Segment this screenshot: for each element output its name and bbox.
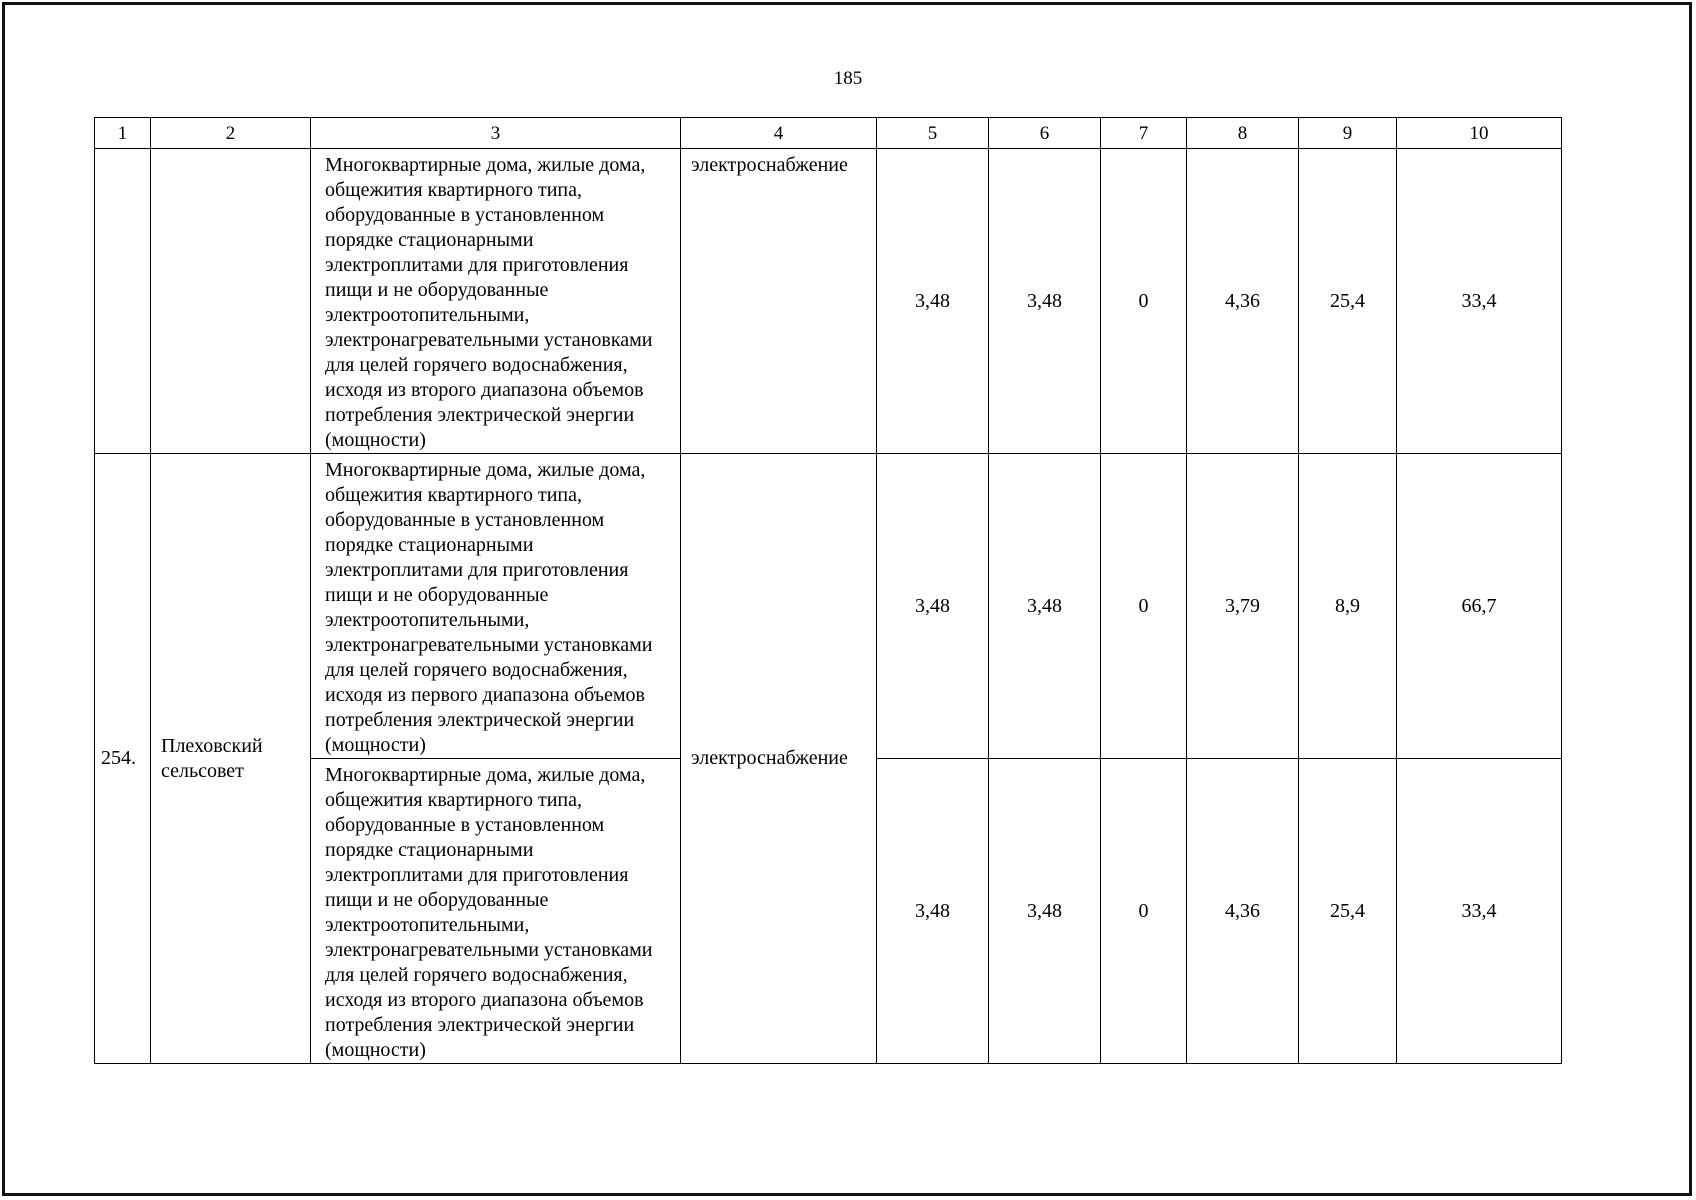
column-header: 5 (877, 118, 989, 149)
column-header: 10 (1397, 118, 1562, 149)
value-cell: 0 (1101, 759, 1187, 1064)
table-row (95, 149, 1562, 454)
column-header: 4 (681, 118, 877, 149)
value-cell: 0 (1101, 149, 1187, 454)
column-header: 3 (311, 118, 681, 149)
category-description: Многоквартирные дома, жилые дома, общежития квартирного типа, оборудованные в установленном порядке стационарными электроплитами для приготовления пищи и не оборудованные электроотопительными, электронагревательными установками для целей горячего водоснабжения, исходя из первого диапазона объемов потребления электрической энергии (мощности) (311, 454, 681, 759)
row-number-cell (95, 149, 151, 454)
value-cell: 8,9 (1299, 454, 1397, 759)
value-cell: 3,48 (877, 759, 989, 1064)
value-cell: 3,48 (989, 759, 1101, 1064)
service-type: электроснабжение (681, 454, 877, 1064)
column-header: 2 (151, 118, 311, 149)
value-cell: 3,48 (989, 149, 1101, 454)
value-cell: 0 (1101, 454, 1187, 759)
value-cell: 3,79 (1187, 454, 1299, 759)
category-description: Многоквартирные дома, жилые дома, общежития квартирного типа, оборудованные в установленном порядке стационарными электроплитами для приготовления пищи и не оборудованные электроотопительными, электронагревательными установками для целей горячего водоснабжения, исходя из второго диапазона объемов потребления электрической энергии (мощности) (311, 149, 681, 454)
service-type: электроснабжение (681, 149, 877, 454)
page-number: 185 (833, 68, 863, 89)
value-cell: 3,48 (989, 454, 1101, 759)
value-cell: 33,4 (1397, 149, 1562, 454)
table-row (95, 454, 1562, 759)
column-header: 7 (1101, 118, 1187, 149)
value-cell: 33,4 (1397, 759, 1562, 1064)
value-cell: 25,4 (1299, 759, 1397, 1064)
settlement-cell (151, 149, 311, 454)
value-cell: 4,36 (1187, 759, 1299, 1064)
value-cell: 66,7 (1397, 454, 1562, 759)
settlement-name: Плеховский сельсовет (151, 454, 311, 1064)
category-description: Многоквартирные дома, жилые дома, общежития квартирного типа, оборудованные в установленном порядке стационарными электроплитами для приготовления пищи и не оборудованные электроотопительными, электронагревательными установками для целей горячего водоснабжения, исходя из второго диапазона объемов потребления электрической энергии (мощности) (311, 759, 681, 1064)
header-row (95, 118, 1562, 149)
value-cell: 4,36 (1187, 149, 1299, 454)
row-number: 254. (95, 454, 151, 1064)
column-header: 8 (1187, 118, 1299, 149)
column-header: 9 (1299, 118, 1397, 149)
column-header: 1 (95, 118, 151, 149)
tariff-table (94, 117, 1562, 1064)
value-cell: 3,48 (877, 454, 989, 759)
value-cell: 3,48 (877, 149, 989, 454)
column-header: 6 (989, 118, 1101, 149)
value-cell: 25,4 (1299, 149, 1397, 454)
